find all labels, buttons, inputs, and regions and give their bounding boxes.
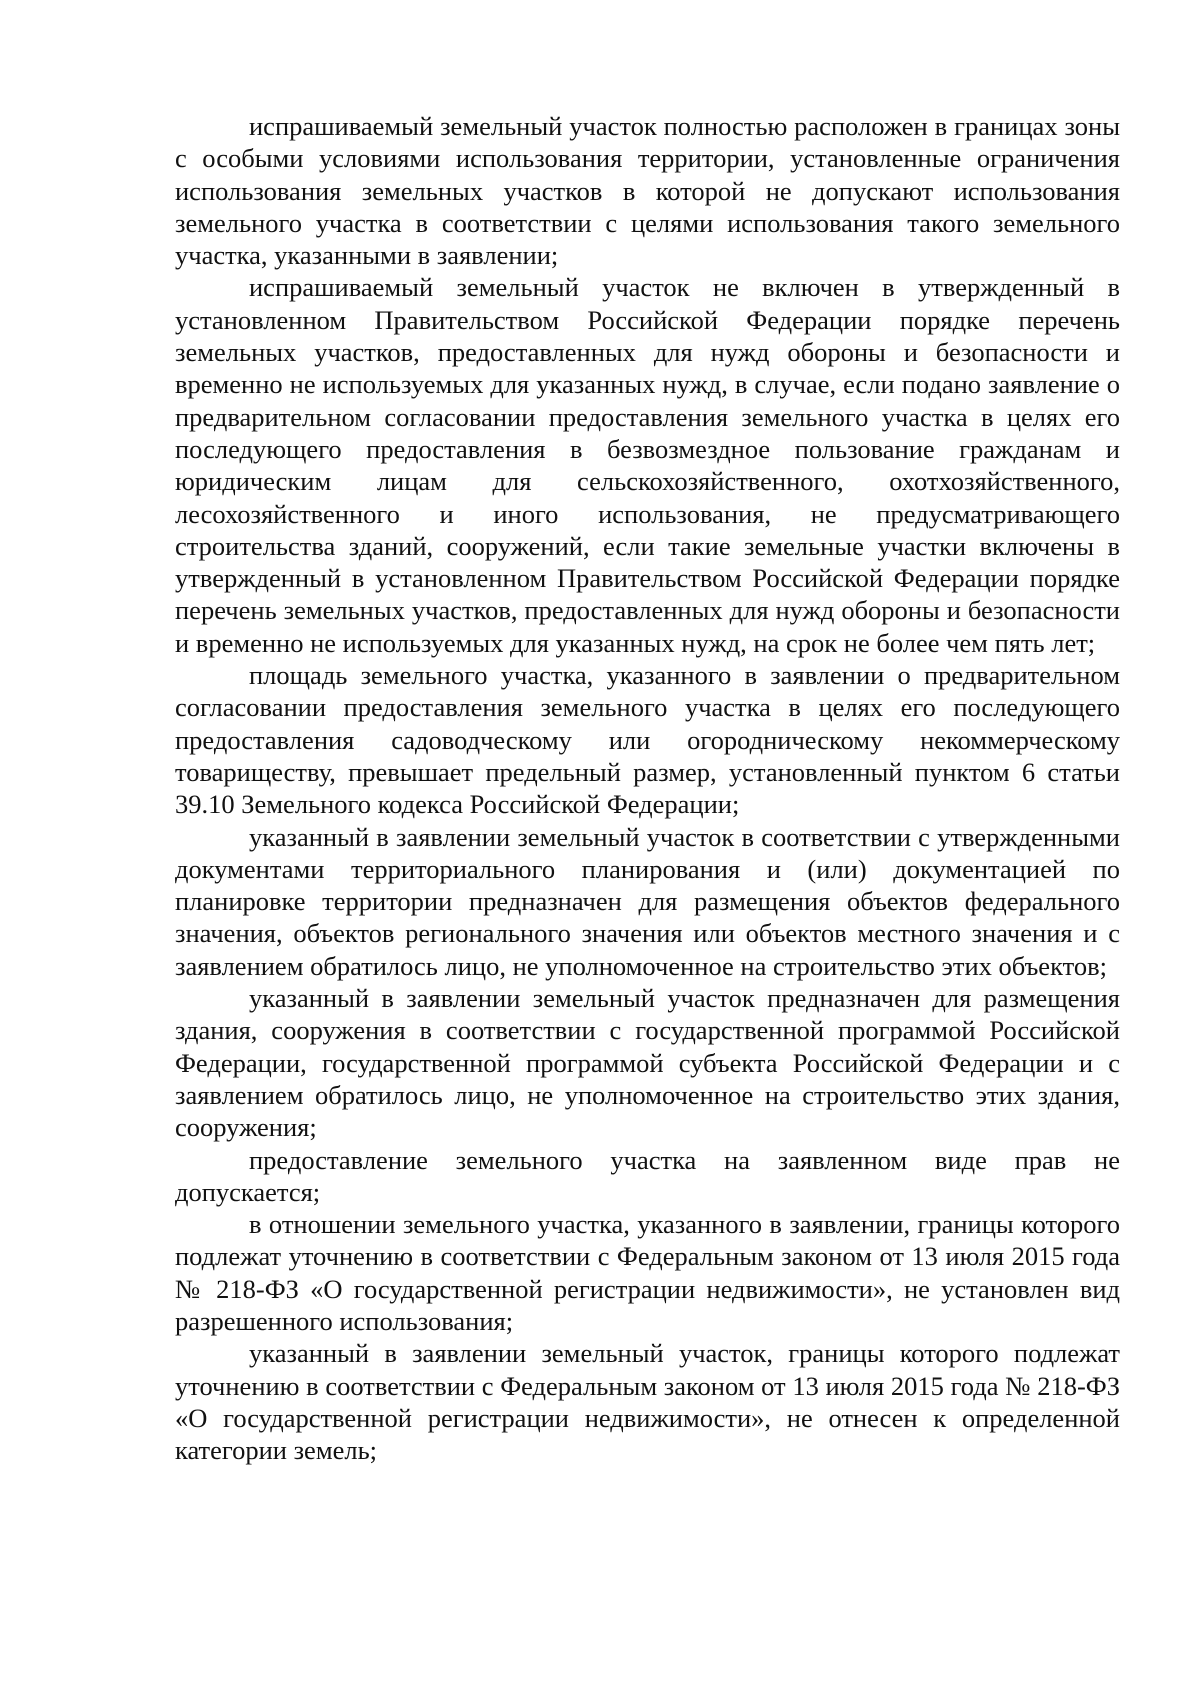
- paragraph-defense-list: испрашиваемый земельный участок не включен в утвержденный в установленном Правительством Российской Федерации порядке перечень земельных участков, предоставленных для нужд обороны и безопасности и временно не используемых для указанных нужд, в случае, если подано заявление о предварительном согласовании предоставления земельного участка в целях его последующего предоставления в безвозмездное пользование гражданам и юридическим лицам для сельскохозяйственного, охотхозяйственного, лесохозяйственного и иного использования, не предусматривающего строительства зданий, сооружений, если такие земельные участки включены в утвержденный в установленном Правительством Российской Федерации порядке перечень земельных участков, предоставленных для нужд обороны и безопасности и временно не используемых для указанных нужд, на срок не более чем пять лет;: [175, 272, 1120, 658]
- paragraph-rights-type: предоставление земельного участка на заявленном виде прав не допускается;: [175, 1144, 1120, 1207]
- paragraph-land-category: указанный в заявлении земельный участок, границы которого подлежат уточнению в соответствии с Федеральным законом от 13 июля 2015 года № 218-ФЗ «О государственной регистрации недвижимости», не отнесен к определенной категории земель;: [175, 1338, 1120, 1466]
- paragraph-area-limit: площадь земельного участка, указанного в заявлении о предварительном согласовании предоставления земельного участка в целях его последующего предоставления садоводческому или огородническому некоммерческому товариществу, превышает предельный размер, установленный пунктом 6 статьи 39.10 Земельного кодекса Российской Федерации;: [175, 660, 1120, 820]
- paragraph-zone-restrictions: испрашиваемый земельный участок полностью расположен в границах зоны с особыми условиями использования территории, установленные ограничения использования земельных участков в которой не допускают использования земельного участка в соответствии с целями использования такого земельного участка, указанными в заявлении;: [175, 111, 1120, 271]
- paragraph-state-program: указанный в заявлении земельный участок предназначен для размещения здания, сооружения в соответствии с государственной программой Российской Федерации, государственной программой субъекта Российской Федерации и с заявлением обратилось лицо, не уполномоченное на строительство этих здания, сооружения;: [175, 983, 1120, 1143]
- paragraph-territorial-planning: указанный в заявлении земельный участок в соответствии с утвержденными документами территориального планирования и (или) документацией по планировке территории предназначен для размещения объектов федерального значения, объектов регионального значения или объектов местного значения и с заявлением обратилось лицо, не уполномоченное на строительство этих объектов;: [175, 821, 1120, 981]
- document-body: [175, 110, 1120, 1466]
- paragraph-permitted-use: в отношении земельного участка, указанного в заявлении, границы которого подлежат уточнению в соответствии с Федеральным законом от 13 июля 2015 года № 218-ФЗ «О государственной регистрации недвижимости», не установлен вид разрешенного использования;: [175, 1209, 1120, 1336]
